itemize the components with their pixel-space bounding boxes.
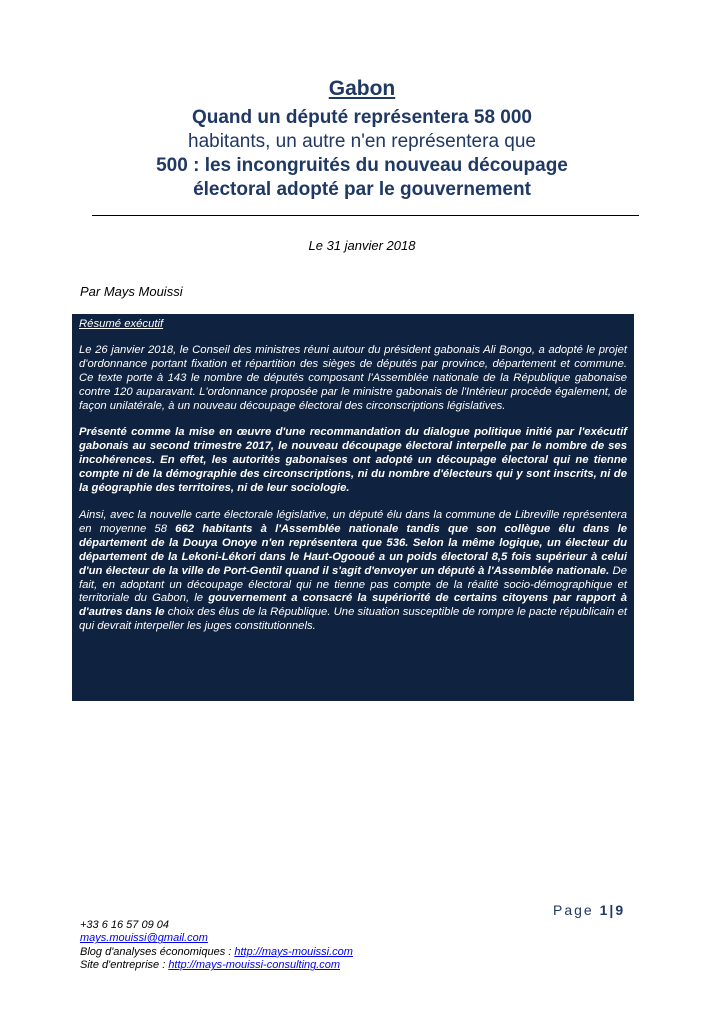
contact-blog-line xyxy=(80,946,353,959)
subtitle-line-4: électoral adopté par le gouvernement xyxy=(193,179,531,200)
summary-heading: Résumé exécutif xyxy=(79,318,164,330)
subtitle-line-2: habitants, un autre n'en représentera que xyxy=(188,131,536,152)
subtitle-line-3: 500 : les incongruités du nouveau découpage xyxy=(156,155,568,176)
summary-p3-text-e: choix des élus de la République. Une situation susceptible de rompre le pacte républicain et qui devrait interpeller les juges constitutionnels. xyxy=(79,606,627,633)
page-separator: | xyxy=(609,902,616,918)
contact-email-link[interactable]: mays.mouissi@gmail.com xyxy=(80,932,208,945)
total-pages: 9 xyxy=(615,902,626,918)
summary-p3-text-a: Ainsi, avec la nouvelle carte électorale législative, un député élu dans la commune de Libreville représentera en moyenne 58 xyxy=(79,508,627,535)
subtitle-line-1: Quand un député représentera 58 000 xyxy=(191,107,532,128)
summary-p3-text-c: De fait, en adoptant un découpage électoral qui ne tienne pas compte de la réalité socio-démographique et territoriale du Gabon, le xyxy=(79,564,627,605)
page-word: Page xyxy=(553,902,594,918)
title-divider xyxy=(92,215,639,216)
page-number-indicator xyxy=(553,902,625,918)
summary-paragraph-3 xyxy=(79,509,627,634)
summary-p3-text-d: gouvernement a consacré la supériorité de certains citoyens par rapport à d'autres dans le xyxy=(79,592,627,619)
contact-site-link[interactable]: http://mays-mouissi-consulting.com xyxy=(168,959,341,972)
summary-p3-text-b: 662 habitants à l'Assemblée nationale tandis que son collègue élu dans le département de la Douya Onoye n'en représentera que 536. Selon la même logique, un électeur du département de la Lekoni-Lékori dans le Haut-Ogooué a un poids électoral 8,5 fois supérieur à celui d'un électeur de la ville de Port-Gentil quand il s'agit d'envoyer un député à l'Assemblée nationale. xyxy=(79,522,627,577)
contact-site-label: Site d'entreprise : xyxy=(80,959,169,972)
contact-phone: +33 6 16 57 09 04 xyxy=(80,919,169,931)
contact-block xyxy=(80,919,353,973)
document-title-block xyxy=(150,76,574,202)
summary-paragraph-1 xyxy=(79,344,627,414)
current-page-number: 1 xyxy=(599,902,610,918)
summary-paragraph-2 xyxy=(79,426,627,496)
document-date: Le 31 janvier 2018 xyxy=(308,238,416,253)
document-author: Par Mays Mouissi xyxy=(80,284,183,299)
summary-p2-text: Présenté comme la mise en œuvre d'une recommandation du dialogue politique initié par l'exécutif gabonais au second trimestre 2017, le nouveau découpage électoral interpelle par le nombre de ses incohérences. En effet, les autorités gabonaises ont adopté un découpage électoral qui ne tienne compte ni de la démographie des circonscriptions, ni du nombre d'électeurs qui y sont inscrits, ni de la géographie des territoires, ni de leur sociologie. xyxy=(79,426,627,495)
executive-summary-box xyxy=(72,314,634,701)
summary-p1-text-a: Le 26 janvier 2018, le Conseil des ministres réuni autour du président gabonais Ali Bongo, a xyxy=(79,343,549,356)
contact-blog-link[interactable]: http://mays-mouissi.com xyxy=(234,945,353,958)
contact-blog-label: Blog d'analyses économiques : xyxy=(80,945,235,958)
document-title: Gabon xyxy=(328,77,396,100)
summary-p1-text-b: adopté le projet d'ordonnance portant fixation et répartition des sièges de députés par province, département et commune. Ce texte porte à 143 le nombre de députés composant l'Assemblée nationale de la République gabonaise contre 120 auparavant. L'ordonnance proposée par le ministre gabonais de l'Intérieur procède également, de façon unilatérale, à un nouveau découpage électoral des circonscriptions législatives. xyxy=(79,343,627,412)
contact-site-line xyxy=(80,959,353,972)
